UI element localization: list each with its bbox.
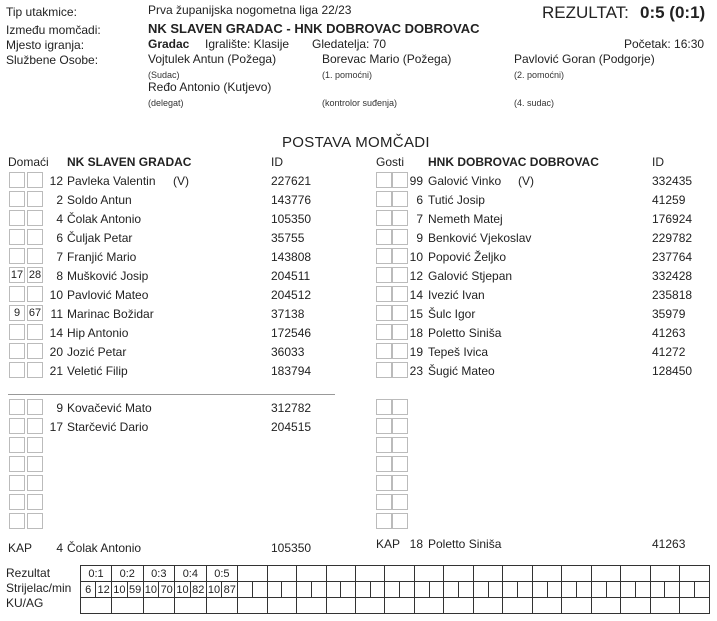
score-cell: [562, 566, 591, 582]
away-marker-box[interactable]: [376, 362, 392, 378]
home-player-number: 4: [56, 212, 63, 226]
away-player-name: Tepeš Ivica: [428, 345, 489, 359]
away-player-extra: (V): [518, 174, 534, 188]
away-marker-box[interactable]: [376, 191, 392, 207]
scorer-cell: [532, 582, 547, 598]
ground: Igralište: Klasije: [205, 37, 290, 51]
home-player-number: 11: [50, 307, 63, 321]
ku-ag-cell: [680, 598, 710, 614]
scorer-cell: [252, 582, 267, 598]
ku-ag-row-label: KU/AG: [6, 596, 44, 610]
away-player-id: 332435: [652, 174, 693, 188]
away-player-number: 23: [409, 364, 423, 378]
scorer-cell: [694, 582, 709, 598]
ku-ag-cell: [112, 598, 144, 614]
ku-ag-cell: [591, 598, 620, 614]
home-sub-id: 312782: [271, 401, 312, 415]
home-side-label: Domaći: [8, 155, 49, 169]
scorer-cell: [635, 582, 650, 598]
score-cell: 0:2: [112, 566, 144, 582]
home-player-name: Hip Antonio: [67, 326, 129, 340]
away-player-number: 14: [409, 288, 423, 302]
away-player-number: 99: [409, 174, 423, 188]
score-cell: [385, 566, 414, 582]
away-player-name: Nemeth Matej: [428, 212, 503, 226]
home-sub-id: 204515: [271, 420, 312, 434]
away-marker-box[interactable]: [376, 172, 392, 188]
away-player-name: Šulc Igor: [428, 307, 476, 321]
away-player-id: 176924: [652, 212, 693, 226]
home-sub-number: 17: [49, 420, 63, 434]
away-marker-box[interactable]: [376, 343, 392, 359]
away-player-name: Šugić Mateo: [428, 364, 495, 378]
official-fourth-role: (4. sudac): [514, 98, 555, 108]
official-assistant-1: Borevac Mario (Požega): [322, 52, 452, 66]
venue-label: Mjesto igranja:: [6, 38, 85, 52]
score-cell: 0:3: [143, 566, 175, 582]
scorer-cell: [547, 582, 562, 598]
official-controller-role: (kontrolor suđenja): [322, 98, 398, 108]
away-sub-marker-box[interactable]: [376, 494, 392, 510]
scorer-cell: 70: [160, 583, 173, 596]
scorer-cell: [665, 582, 680, 598]
home-player-number: 10: [49, 288, 63, 302]
away-captain-label: KAP: [376, 537, 401, 551]
scorer-cell: [518, 582, 533, 598]
home-sub-marker-box[interactable]: [9, 399, 25, 415]
scorer-cell: [267, 582, 282, 598]
home-sub-marker-box[interactable]: [27, 456, 43, 472]
scorer-cell: 10: [207, 583, 221, 596]
score-cell: [503, 566, 532, 582]
ku-ag-cell: [297, 598, 326, 614]
away-sub-marker-box[interactable]: [392, 418, 408, 434]
away-player-id: 235818: [652, 288, 693, 302]
home-player-name: Pavleka Valentin: [67, 174, 156, 188]
score-cell: [238, 566, 267, 582]
scorer-cell: [385, 582, 400, 598]
away-player-number: 19: [409, 345, 423, 359]
score-cell: 0:4: [175, 566, 207, 582]
scorer-cell: [650, 582, 665, 598]
away-marker-box[interactable]: [376, 248, 392, 264]
scorer-cell: 10: [176, 583, 189, 596]
home-player-id: 35755: [271, 231, 305, 245]
away-player-number: 6: [416, 193, 423, 207]
home-player-name: Jozić Petar: [67, 345, 127, 359]
away-sub-marker-box[interactable]: [392, 456, 408, 472]
home-captain-number: 4: [56, 541, 63, 555]
away-marker-box[interactable]: [376, 305, 392, 321]
ku-ag-cell: [81, 598, 112, 614]
result-label: REZULTAT:: [542, 3, 629, 22]
away-player-number: 9: [416, 231, 423, 245]
home-marker-box[interactable]: [9, 191, 25, 207]
away-player-id: 332428: [652, 269, 693, 283]
ku-ag-cell: [562, 598, 591, 614]
home-player-number: 8: [56, 269, 63, 283]
ku-ag-cell: [238, 598, 267, 614]
home-player-name: Soldo Antun: [67, 193, 132, 207]
away-player-number: 7: [416, 212, 423, 226]
away-captain-id: 41263: [652, 537, 686, 551]
result-value: 0:5 (0:1): [640, 3, 706, 22]
home-sub-marker-box[interactable]: [9, 418, 25, 434]
scorer-cell: [591, 582, 606, 598]
ku-ag-cell: [175, 598, 207, 614]
home-player-id: 37138: [271, 307, 305, 321]
home-captain-name: Čolak Antonio: [67, 541, 142, 555]
spectators: Gledatelja: 70: [312, 37, 387, 51]
home-player-id: 143776: [271, 193, 312, 207]
away-marker-box[interactable]: [376, 229, 392, 245]
away-player-name: Galović Stjepan: [428, 269, 513, 283]
away-player-name: Poletto Siniša: [428, 326, 502, 340]
home-player-id: 204511: [271, 269, 311, 283]
score-cell: [680, 566, 710, 582]
scorer-cell: [356, 582, 371, 598]
away-sub-marker-box[interactable]: [392, 399, 408, 415]
score-cell: [532, 566, 561, 582]
score-row: [81, 566, 710, 582]
scorer-cell: 12: [97, 583, 110, 596]
home-player-id: 172546: [271, 326, 312, 340]
home-marker-box[interactable]: [9, 172, 25, 188]
official-delegate: Ređo Antonio (Kutjevo): [148, 80, 272, 94]
home-player-number: 14: [49, 326, 63, 340]
away-sub-marker-box[interactable]: [376, 399, 392, 415]
home-divider: [8, 394, 335, 395]
home-player-id: 143808: [271, 250, 312, 264]
scorer-cell: [621, 582, 636, 598]
home-marker-box[interactable]: 9: [9, 305, 25, 321]
away-marker-box[interactable]: [376, 286, 392, 302]
teams-label: Između momčadi:: [6, 23, 101, 37]
official-assistant-2-role: (2. pomoćni): [514, 70, 565, 80]
ku-ag-cell: [206, 598, 238, 614]
home-captain-id: 105350: [271, 541, 312, 555]
home-player-id: 204512: [271, 288, 312, 302]
home-player-id: 105350: [271, 212, 312, 226]
scorer-cell: [370, 582, 385, 598]
away-captain-name: Poletto Siniša: [428, 537, 502, 551]
score-cell: 0:5: [206, 566, 238, 582]
scorer-cell: [326, 582, 341, 598]
ku-ag-cell: [414, 598, 443, 614]
home-player-name: Čolak Antonio: [67, 212, 142, 226]
away-id-header: ID: [652, 155, 664, 169]
home-captain-label: KAP: [8, 541, 33, 555]
score-table: [80, 565, 710, 614]
home-sub-name: Kovačević Mato: [67, 401, 152, 415]
teams: NK SLAVEN GRADAC - HNK DOBROVAC DOBROVAC: [148, 21, 480, 36]
scorer-cell: 10: [113, 583, 126, 596]
away-player-name: Benković Vjekoslav: [428, 231, 532, 245]
home-marker-box[interactable]: [9, 324, 25, 340]
score-cell: [414, 566, 443, 582]
official-assistant-2: Pavlović Goran (Podgorje): [514, 52, 655, 66]
away-sub-marker-box[interactable]: [392, 437, 408, 453]
scorer-cell: [680, 582, 695, 598]
away-player-number: 15: [409, 307, 423, 321]
home-player-name: Mušković Josip: [67, 269, 149, 283]
ku-ag-cell: [503, 598, 532, 614]
home-player-name: Čuljak Petar: [67, 231, 133, 245]
away-sub-marker-box[interactable]: [376, 418, 392, 434]
scorer-cell: [503, 582, 518, 598]
home-sub-marker-box[interactable]: [9, 456, 25, 472]
scorer-cell: [473, 582, 488, 598]
official-assistant-1-role: (1. pomoćni): [322, 70, 373, 80]
home-player-id: 183794: [271, 364, 312, 378]
away-sub-marker-box[interactable]: [392, 513, 408, 529]
score-cell: [591, 566, 620, 582]
home-player-name: Marinac Božidar: [67, 307, 154, 321]
away-marker-box[interactable]: [376, 324, 392, 340]
away-marker-box[interactable]: [376, 210, 392, 226]
away-sub-marker-box[interactable]: [376, 475, 392, 491]
ku-ag-cell: [385, 598, 414, 614]
away-player-id: 41263: [652, 326, 686, 340]
home-player-id: 227621: [271, 174, 312, 188]
home-player-extra: (V): [173, 174, 189, 188]
home-player-number: 7: [56, 250, 63, 264]
ku-ag-cell: [650, 598, 679, 614]
match-type-label: Tip utakmice:: [6, 5, 77, 19]
ku-ag-cell: [621, 598, 650, 614]
away-player-id: 35979: [652, 307, 686, 321]
match-type: Prva županijska nogometna liga 22/23: [148, 3, 352, 17]
scorer-cell: 10: [144, 583, 158, 596]
away-player-id: 128450: [652, 364, 693, 378]
home-marker-box[interactable]: 67: [28, 307, 42, 319]
home-player-number: 20: [49, 345, 63, 359]
scorer-row: [81, 582, 710, 598]
scorer-cell: [577, 582, 592, 598]
home-sub-name: Starčević Dario: [67, 420, 149, 434]
score-cell: [326, 566, 355, 582]
home-player-number: 21: [49, 364, 63, 378]
away-sub-marker-box[interactable]: [392, 475, 408, 491]
score-cell: [650, 566, 679, 582]
ku-ag-row: [81, 598, 710, 614]
home-marker-box[interactable]: [9, 343, 25, 359]
scorer-cell: [562, 582, 577, 598]
away-player-id: 237764: [652, 250, 693, 264]
away-team-name: HNK DOBROVAC DOBROVAC: [428, 155, 599, 169]
home-player-name: Veletić Filip: [67, 364, 128, 378]
venue: Gradac: [148, 37, 190, 51]
home-sub-marker-box[interactable]: [9, 494, 25, 510]
scorer-cell: 6: [81, 582, 96, 598]
home-sub-number: 9: [56, 401, 63, 415]
scorer-cell: [444, 582, 459, 598]
scorer-cell: 82: [192, 583, 205, 596]
away-player-id: 41259: [652, 193, 686, 207]
ku-ag-cell: [473, 598, 502, 614]
score-cell: [356, 566, 385, 582]
home-marker-box[interactable]: [9, 286, 25, 302]
scorer-cell: [459, 582, 474, 598]
scorer-cell: [238, 582, 253, 598]
official-delegate-role: (delegat): [148, 98, 184, 108]
score-cell: [444, 566, 473, 582]
score-cell: 0:1: [81, 566, 112, 582]
ku-ag-cell: [267, 598, 296, 614]
home-marker-box[interactable]: 17: [10, 269, 24, 281]
score-cell: [621, 566, 650, 582]
scorer-row-label: Strijelac/min: [6, 581, 72, 595]
lineup-title: POSTAVA MOMČADI: [282, 134, 430, 151]
ku-ag-cell: [532, 598, 561, 614]
home-player-name: Franjić Mario: [67, 250, 137, 264]
ku-ag-cell: [444, 598, 473, 614]
home-sub-marker-box[interactable]: [27, 437, 43, 453]
ku-ag-cell: [326, 598, 355, 614]
ku-ag-cell: [356, 598, 385, 614]
scorer-cell: 59: [129, 583, 142, 596]
score-cell: [297, 566, 326, 582]
away-player-name: Galović Vinko: [428, 174, 502, 188]
away-sub-marker-box[interactable]: [376, 456, 392, 472]
scorer-cell: [488, 582, 503, 598]
away-side-label: Gosti: [376, 155, 405, 169]
home-sub-marker-box[interactable]: [9, 475, 25, 491]
home-marker-box[interactable]: [9, 229, 25, 245]
home-id-header: ID: [271, 155, 283, 169]
officials-label: Službene Osobe:: [6, 53, 99, 67]
away-player-id: 229782: [652, 231, 693, 245]
away-sub-marker-box[interactable]: [392, 494, 408, 510]
home-player-name: Pavlović Mateo: [67, 288, 149, 302]
away-player-number: 18: [409, 326, 423, 340]
home-sub-marker-box[interactable]: [27, 494, 43, 510]
official-referee: Vojtulek Antun (Požega): [148, 52, 277, 66]
scorer-cell: [282, 582, 297, 598]
away-player-name: Tutić Josip: [428, 193, 485, 207]
home-marker-box[interactable]: [9, 210, 25, 226]
score-cell: [267, 566, 296, 582]
home-sub-marker-box[interactable]: [27, 475, 43, 491]
away-player-number: 10: [409, 250, 423, 264]
official-referee-role: (Sudac): [148, 70, 180, 80]
score-row-label: Rezultat: [6, 566, 51, 580]
home-sub-marker-box[interactable]: [27, 513, 43, 529]
scorer-cell: [311, 582, 326, 598]
home-marker-box[interactable]: [9, 362, 25, 378]
home-player-number: 6: [56, 231, 63, 245]
away-player-name: Popović Željko: [428, 250, 507, 264]
home-player-id: 36033: [271, 345, 305, 359]
home-sub-marker-box[interactable]: [9, 437, 25, 453]
home-sub-marker-box[interactable]: [9, 513, 25, 529]
away-sub-marker-box[interactable]: [376, 437, 392, 453]
score-cell: [473, 566, 502, 582]
home-player-number: 2: [56, 193, 63, 207]
scorer-cell: 87: [223, 583, 236, 596]
scorer-cell: [341, 582, 356, 598]
away-captain-number: 18: [409, 537, 423, 551]
away-sub-marker-box[interactable]: [376, 513, 392, 529]
scorer-cell: [429, 582, 444, 598]
ku-ag-cell: [143, 598, 175, 614]
away-marker-box[interactable]: [376, 267, 392, 283]
away-player-number: 12: [409, 269, 423, 283]
scorer-cell: [297, 582, 312, 598]
home-team-name: NK SLAVEN GRADAC: [67, 155, 192, 169]
away-player-name: Ivezić Ivan: [428, 288, 485, 302]
scorer-cell: [400, 582, 415, 598]
scorer-cell: [606, 582, 621, 598]
home-player-number: 12: [49, 174, 63, 188]
home-marker-box[interactable]: [9, 248, 25, 264]
scorer-cell: [414, 582, 429, 598]
away-player-id: 41272: [652, 345, 686, 359]
start-time: Početak: 16:30: [624, 37, 705, 51]
home-marker-box[interactable]: 28: [28, 269, 42, 281]
